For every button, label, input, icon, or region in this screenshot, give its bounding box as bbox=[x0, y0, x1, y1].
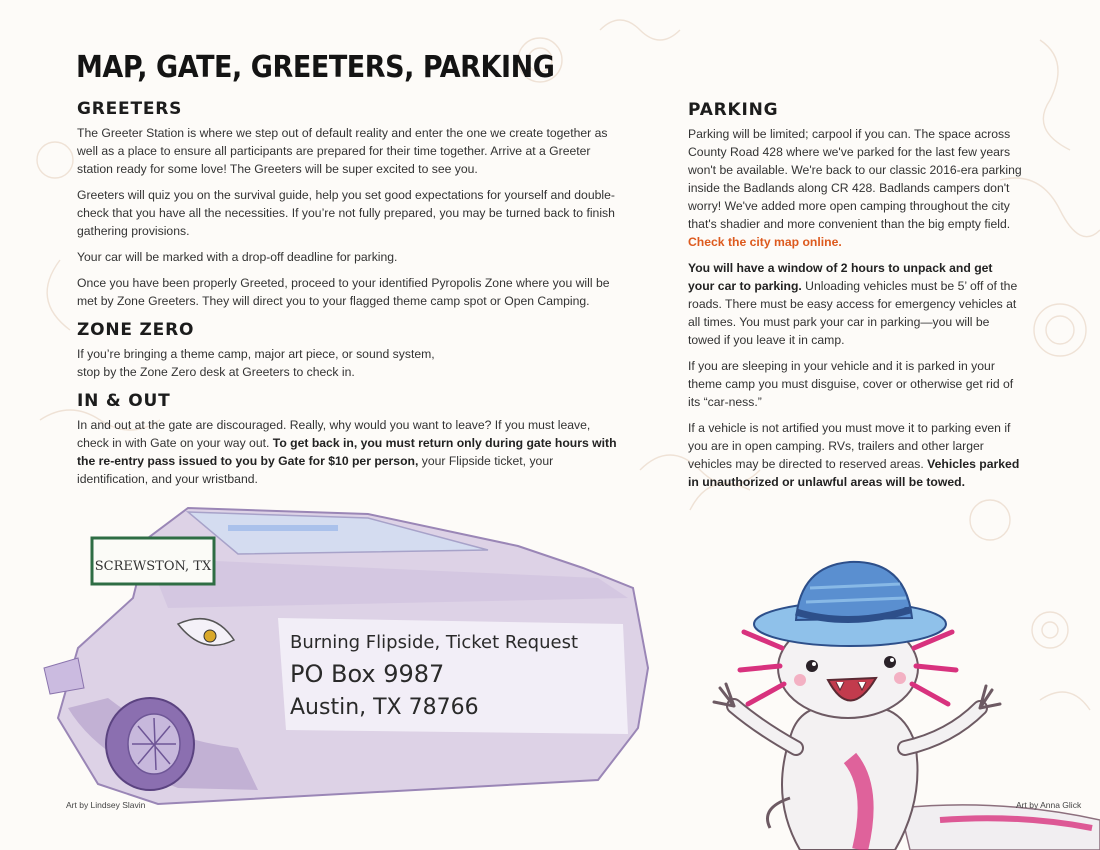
greeters-heading: GREETERS bbox=[77, 99, 183, 119]
parking-unload-window: You will have a window of 2 hours to unpack and get your car to parking. bbox=[688, 261, 993, 293]
parking-text-2: Unloading vehicles must be 5’ off of the roads. There must be easy access for emergency vehicles at all times. You must park your car in parking—you will be towed if you leave it in camp. bbox=[688, 279, 1018, 347]
greeters-paragraph-3: Your car will be marked with a drop-off deadline for parking. bbox=[77, 250, 398, 264]
greeters-paragraph-4: Once you have been properly Greeted, proceed to your identified Pyropolis Zone where you will be met by Zone Greeters. They will direct you to your flagged theme camp spot or Open Camping. bbox=[77, 276, 610, 308]
right-column bbox=[688, 100, 1022, 499]
greeters-paragraph-1: The Greeter Station is where we step out of default reality and enter the one we create together as well as a place to ensure all participants are prepared for their time together. Arrive at a Greeter station ready for some love! The Greeters will be super excited to see you. bbox=[77, 126, 608, 176]
axolotl-art-credit: Art by Anna Glick bbox=[1016, 800, 1082, 810]
in-out-heading: IN & OUT bbox=[77, 391, 171, 411]
city-map-link[interactable]: Check the city map online. bbox=[688, 235, 842, 249]
car-address-line-1: Burning Flipside, Ticket Request bbox=[290, 632, 578, 653]
zone-zero-heading: ZONE ZERO bbox=[77, 320, 195, 340]
parking-section bbox=[688, 100, 1022, 491]
parking-paragraph-3: If you are sleeping in your vehicle and it is parked in your theme camp you must disguise, cover or otherwise get rid of its “car-ness.” bbox=[688, 359, 1014, 409]
in-out-text-b: your Flipside ticket, your identification, and your wristband. bbox=[77, 454, 554, 486]
car-art-credit: Art by Lindsey Slavin bbox=[66, 800, 146, 810]
zone-zero-paragraph bbox=[77, 345, 625, 381]
in-out-reentry-rule: To get back in, you must return only during gate hours with the re-entry pass issued to you by Gate for $10 per person, bbox=[77, 436, 617, 468]
zone-zero-line-1: If you’re bringing a theme camp, major art piece, or sound system, bbox=[77, 347, 435, 361]
parking-paragraph-1 bbox=[688, 125, 1022, 251]
greeters-paragraph-2: Greeters will quiz you on the survival guide, help you set good expectations for yourself and double-check that you have all the necessities. If you’re not fully prepared, you may be turned back to finish gathering provisions. bbox=[77, 188, 615, 238]
zone-zero-section bbox=[77, 320, 625, 381]
zone-zero-line-2: stop by the Zone Zero desk at Greeters to check in. bbox=[77, 365, 355, 379]
car-illustration bbox=[38, 498, 663, 810]
parking-tow-warning: Vehicles parked in unauthorized or unlawful areas will be towed. bbox=[688, 457, 1020, 489]
parking-heading: PARKING bbox=[688, 100, 779, 120]
left-column bbox=[77, 99, 625, 496]
in-out-section bbox=[77, 391, 625, 488]
parking-text-1: Parking will be limited; carpool if you can. The space across County Road 428 where we've parked for the last few years won't be available. We're back to our classic 2016-era parking inside the Badlands along CR 428. Badlands campers don't worry! We've added more open camping throughout the city that's shadier and more convenient than the big empty field. bbox=[688, 127, 1022, 231]
car-address-line-3: Austin, TX 78766 bbox=[290, 695, 479, 720]
car-address-line-2: PO Box 9987 bbox=[290, 660, 445, 688]
parking-text-4: If a vehicle is not artified you must move it to parking even if you are in open camping. RVs, trailers and other larger vehicles may be directed to reserved areas. bbox=[688, 421, 1011, 471]
parking-paragraph-4 bbox=[688, 419, 1022, 491]
in-out-text-a: In and out at the gate are discouraged. Really, why would you want to leave? If you must leave, check in with Gate on your way out. bbox=[77, 418, 591, 450]
license-plate-text: SCREWSTON, TX bbox=[94, 559, 212, 574]
in-out-paragraph bbox=[77, 416, 625, 488]
parking-paragraph-2 bbox=[688, 259, 1022, 349]
page-title: MAP, GATE, GREETERS, PARKING bbox=[76, 50, 555, 85]
greeters-section bbox=[77, 99, 625, 310]
